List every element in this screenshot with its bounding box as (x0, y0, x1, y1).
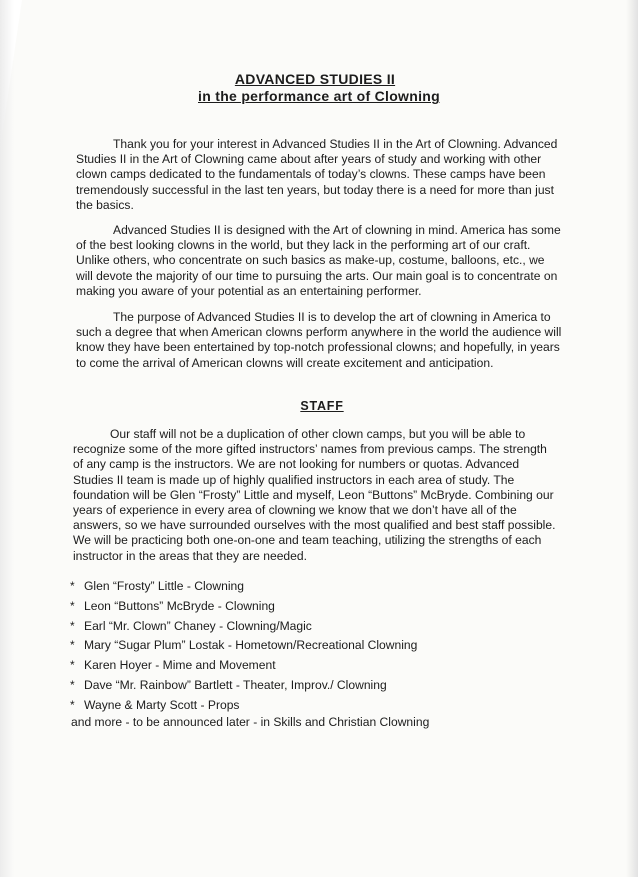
staff-list (70, 577, 570, 716)
staff-list-item (70, 597, 570, 617)
staff-entry: Glen “Frosty” Little - Clowning (84, 579, 244, 593)
staff-list-item (70, 577, 570, 597)
left-scan-edge (0, 0, 14, 877)
closing-line: and more - to be announced later - in Skills and Christian Clowning (71, 715, 430, 729)
bullet-asterisk: * (70, 658, 75, 673)
staff-entry: Earl “Mr. Clown” Chaney - Clowning/Magic (84, 618, 312, 633)
staff-heading: STAFF (300, 399, 344, 413)
document-subtitle: in the performance art of Clowning (198, 88, 440, 104)
staff-list-item (70, 676, 570, 696)
bullet-asterisk: * (70, 579, 75, 593)
staff-list-item (70, 696, 570, 716)
staff-list-item (70, 636, 570, 656)
document-header (0, 71, 638, 105)
right-scan-edge (626, 0, 638, 877)
staff-entry: Mary “Sugar Plum” Lostak - Hometown/Recreational Clowning (84, 638, 418, 653)
staff-entry: Leon “Buttons” McBryde - Clowning (84, 598, 275, 613)
document-title: ADVANCED STUDIES II (234, 71, 396, 87)
design-paragraph: Advanced Studies II is designed with the Art of clowning in mind. America has some of the best looking clowns in the world, but they lack in the performing art of our craft. Unlike others, who concentrate on such basics as make-up, costume, balloons, etc., we will devote the majority of our time to pursuing the arts. Our main goal is to concentrate on making you aware of your potential as an entertaining performer. (76, 223, 561, 298)
staff-list-item (70, 617, 570, 637)
staff-paragraph: Our staff will not be a duplication of other clown camps, but you will be able to recognize some of the more gifted instructors’ names from previous camps. The strength of any camp is the instructors. We are not looking for numbers or quotas. Advanced Studies II team is made up of highly qualified instructors in each area of study. The foundation will be Glen “Frosty” Little and myself, Leon “Buttons” McBryde. Combining our years of experience in every area of clowning we know that we don’t have all of the answers, so we have surrounded ourselves with the most qualified and best staff possible. We will be practicing both one-on-one and team teaching, utilizing the strengths of each instructor in the areas that they are needed. (73, 427, 556, 563)
bullet-asterisk: * (70, 677, 75, 692)
staff-list-item (70, 656, 570, 676)
bullet-asterisk: * (70, 697, 75, 712)
staff-entry: Karen Hoyer - Mime and Movement (84, 658, 276, 673)
purpose-paragraph: The purpose of Advanced Studies II is to develop the art of clowning in America to such a degree that when American clowns perform anywhere in the world the audience will know they have been entertained by top-notch professional clowns; and hopefully, in years to come the arrival of American clowns will create excitement and anticipation. (76, 310, 562, 370)
bullet-asterisk: * (70, 638, 75, 653)
bullet-asterisk: * (70, 598, 75, 613)
bullet-asterisk: * (70, 618, 75, 633)
staff-entry: Wayne & Marty Scott - Props (84, 697, 240, 712)
staff-entry: Dave “Mr. Rainbow” Bartlett - Theater, Improv./ Clowning (84, 677, 387, 692)
intro-paragraph: Thank you for your interest in Advanced Studies II in the Art of Clowning. Advanced Studies II in the Art of Clowning came about after years of study and working with other clown camps dedicated to the fundamentals of today’s clowns. These camps have been tremendously successful in the last ten years, but today there is a need for more than just the basics. (76, 137, 558, 212)
